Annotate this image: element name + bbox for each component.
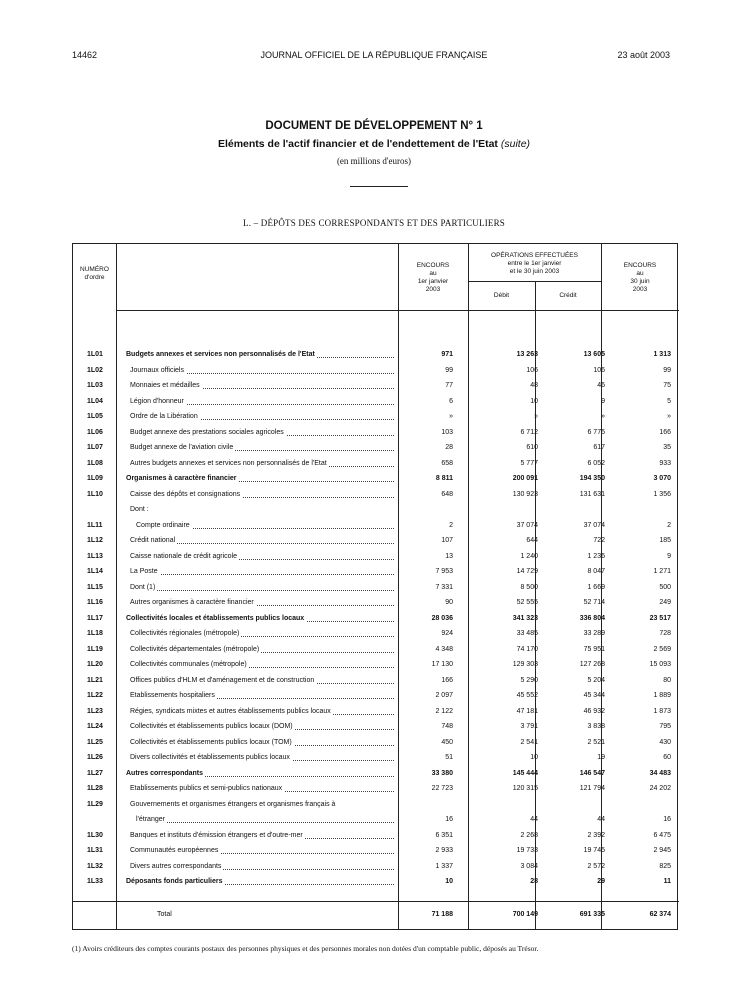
debit-cell: » xyxy=(534,413,538,420)
row-label-text: Régies, syndicats mixtes et autres établissements publics locaux xyxy=(130,707,331,715)
row-label-text: Budget annexe des prestations sociales agricoles xyxy=(130,428,284,436)
header-numero: NUMÉRO d'ordre xyxy=(80,266,109,281)
total-credit: 691 335 xyxy=(579,911,605,918)
encours-debut-cell: 77 xyxy=(445,382,453,389)
row-label xyxy=(130,458,396,470)
row-code: 1L09 xyxy=(87,475,103,482)
issue-date: 23 août 2003 xyxy=(617,50,670,60)
encours-fin-cell: 6 475 xyxy=(653,831,671,839)
header-rule xyxy=(116,310,679,311)
row-label-text: Banques et instituts d'émission étrangers et d'outre-mer xyxy=(130,831,303,839)
row-label-text: La Poste xyxy=(130,568,158,575)
row-code: 1L26 xyxy=(87,754,103,761)
encours-debut-cell: 28 xyxy=(445,444,453,451)
encours-debut-cell: 17 130 xyxy=(431,661,453,668)
table-row xyxy=(73,489,679,501)
encours-debut-cell: 7 953 xyxy=(435,568,453,575)
encours-debut-cell: 648 xyxy=(441,490,453,498)
row-label xyxy=(130,737,396,749)
row-label xyxy=(130,845,396,857)
debit-cell: 45 552 xyxy=(516,692,538,699)
row-code: 1L08 xyxy=(87,459,103,467)
encours-debut-cell: 6 xyxy=(449,397,453,405)
section-heading: L. – DÉPÔTS DES CORRESPONDANTS ET DES PARTICULIERS xyxy=(243,218,505,228)
row-code: 1L16 xyxy=(87,599,103,606)
credit-cell: 44 xyxy=(597,816,605,823)
total-encours-fin: 62 374 xyxy=(649,911,671,918)
deposits-table xyxy=(72,243,678,930)
encours-debut-cell: 748 xyxy=(441,723,453,730)
table-row xyxy=(73,659,679,671)
row-code: 1L27 xyxy=(87,769,103,777)
debit-cell: 5 290 xyxy=(520,676,538,684)
encours-fin-cell: 9 xyxy=(667,552,671,560)
encours-fin-cell: 1 889 xyxy=(653,692,671,699)
table-row xyxy=(73,535,679,547)
encours-fin-cell: » xyxy=(667,413,671,420)
row-label xyxy=(130,830,396,842)
table-row xyxy=(73,721,679,733)
row-label xyxy=(130,644,396,656)
debit-cell: 5 777 xyxy=(520,459,538,467)
encours-debut-cell: 13 xyxy=(445,552,453,560)
row-label xyxy=(130,799,396,811)
row-label xyxy=(126,613,396,625)
debit-cell: 6 712 xyxy=(520,428,538,436)
credit-cell: 2 521 xyxy=(587,738,605,746)
debit-cell: 13 263 xyxy=(516,351,538,358)
row-label-text: Etablissements publics et semi-publics nationaux xyxy=(130,785,283,792)
row-label-text: Caisse des dépôts et consignations xyxy=(130,490,241,498)
journal-title: JOURNAL OFFICIEL DE LA RÉPUBLIQUE FRANÇAISE xyxy=(260,50,488,60)
encours-debut-cell: 90 xyxy=(445,599,453,606)
table-row xyxy=(73,396,679,408)
total-debit: 700 149 xyxy=(512,911,538,918)
row-label-text: Crédit national xyxy=(130,537,176,544)
debit-cell: 3 084 xyxy=(520,862,538,870)
row-label-text: Budgets annexes et services non personnalisés de l'Etat xyxy=(126,351,315,358)
debit-cell: 106 xyxy=(526,366,538,374)
credit-cell: 5 204 xyxy=(587,676,605,684)
table-row xyxy=(73,427,679,439)
row-label xyxy=(130,721,396,733)
table-row xyxy=(73,861,679,873)
encours-debut-cell: » xyxy=(449,413,453,420)
total-rule xyxy=(73,901,679,902)
row-code: 1L15 xyxy=(87,583,103,591)
row-label-text: Divers autres correspondants xyxy=(130,862,222,870)
encours-debut-cell: 4 348 xyxy=(435,645,453,653)
encours-debut-cell: 107 xyxy=(441,537,453,544)
row-label xyxy=(130,380,396,392)
row-code: 1L14 xyxy=(87,568,103,575)
debit-cell: 610 xyxy=(526,444,538,451)
row-code: 1L20 xyxy=(87,661,103,668)
row-label xyxy=(130,659,396,671)
subtitle-suffix: (suite) xyxy=(500,138,531,150)
table-row xyxy=(73,504,679,516)
row-label-text: Collectivités locales et établissements publics locaux xyxy=(126,614,305,622)
row-code: 1L23 xyxy=(87,707,103,715)
row-code: 1L04 xyxy=(87,397,103,405)
table-row xyxy=(73,768,679,780)
row-label-text: Collectivités communales (métropole) xyxy=(130,661,247,668)
footnote: (1) Avoirs créditeurs des comptes courants postaux des personnes physiques et des personnes morales non dotées d'un comptable public, déposés au Trésor. xyxy=(72,944,539,953)
debit-cell: 10 xyxy=(530,754,538,761)
encours-fin-cell: 249 xyxy=(659,599,671,606)
row-label xyxy=(130,489,396,501)
table-row xyxy=(73,737,679,749)
row-label-text: Communautés européennes xyxy=(130,847,219,854)
table-row xyxy=(73,830,679,842)
row-label-text: Autres correspondants xyxy=(126,769,204,777)
table-row xyxy=(73,349,679,361)
subtitle-text: Eléments de l'actif financier et de l'endettement de l'Etat xyxy=(217,138,498,150)
credit-cell: 3 838 xyxy=(587,723,605,730)
table-row xyxy=(73,814,679,826)
credit-cell: 722 xyxy=(593,537,605,544)
encours-debut-cell: 7 331 xyxy=(435,583,453,591)
row-code: 1L32 xyxy=(87,862,103,870)
encours-fin-cell: 728 xyxy=(659,630,671,637)
credit-cell: 6 052 xyxy=(587,459,605,467)
table-row xyxy=(73,473,679,485)
table-row xyxy=(73,799,679,811)
row-label-text: Autres budgets annexes et services non personnalisés de l'Etat xyxy=(130,459,327,467)
encours-debut-cell: 33 380 xyxy=(431,769,453,777)
credit-cell: 6 775 xyxy=(587,428,605,436)
credit-cell: 617 xyxy=(593,444,605,451)
encours-fin-cell: 34 483 xyxy=(649,769,671,777)
debit-cell: 2 541 xyxy=(520,738,538,746)
row-code: 1L28 xyxy=(87,785,103,792)
encours-debut-cell: 971 xyxy=(441,351,453,358)
credit-cell: » xyxy=(601,413,605,420)
row-label xyxy=(130,551,396,563)
row-label-text: Compte ordinaire xyxy=(136,521,190,529)
row-label xyxy=(126,768,396,780)
credit-cell: 19 745 xyxy=(583,847,605,854)
row-label-text: Organismes à caractère financier xyxy=(126,475,237,482)
total-encours-debut: 71 188 xyxy=(431,911,453,918)
debit-cell: 1 240 xyxy=(520,552,538,560)
row-code: 1L05 xyxy=(87,413,103,420)
row-label xyxy=(130,504,396,516)
debit-cell: 47 181 xyxy=(516,707,538,715)
row-label xyxy=(130,396,396,408)
encours-fin-cell: 795 xyxy=(659,723,671,730)
row-label xyxy=(130,706,396,718)
encours-fin-cell: 2 569 xyxy=(653,645,671,653)
credit-cell: 29 xyxy=(597,878,605,885)
row-code: 1L29 xyxy=(87,800,103,808)
debit-cell: 200 091 xyxy=(512,475,538,482)
row-label xyxy=(130,675,396,687)
encours-debut-cell: 2 933 xyxy=(435,847,453,854)
encours-fin-cell: 5 xyxy=(667,397,671,405)
encours-debut-cell: 2 097 xyxy=(435,692,453,699)
encours-debut-cell: 22 723 xyxy=(431,785,453,792)
row-code: 1L30 xyxy=(87,831,103,839)
encours-fin-cell: 35 xyxy=(663,444,671,451)
row-label-text: Monnaies et médailles xyxy=(130,382,200,389)
row-code: 1L06 xyxy=(87,428,103,436)
row-label xyxy=(130,566,396,578)
encours-fin-cell: 1 271 xyxy=(653,568,671,575)
credit-cell: 2 392 xyxy=(587,831,605,839)
encours-fin-cell: 75 xyxy=(663,382,671,389)
debit-cell: 130 923 xyxy=(512,490,538,498)
debit-cell: 2 268 xyxy=(520,831,538,839)
debit-cell: 341 323 xyxy=(512,614,538,622)
row-code: 1L13 xyxy=(87,552,103,560)
encours-debut-cell: 2 xyxy=(449,521,453,529)
encours-debut-cell: 10 xyxy=(445,878,453,885)
units-note: (en millions d'euros) xyxy=(336,156,412,166)
row-label-text: Etablissements hospitaliers xyxy=(130,692,215,699)
table-row xyxy=(73,458,679,470)
row-label xyxy=(136,520,396,532)
row-label xyxy=(130,411,396,423)
encours-fin-cell: 16 xyxy=(663,816,671,823)
row-label-text: Collectivités régionales (métropole) xyxy=(130,630,240,637)
row-code: 1L25 xyxy=(87,738,103,746)
table-row xyxy=(73,675,679,687)
encours-fin-cell: 11 xyxy=(663,878,671,885)
row-label xyxy=(130,582,396,594)
table-row xyxy=(73,706,679,718)
encours-fin-cell: 933 xyxy=(659,459,671,467)
row-label-text: Journaux officiels xyxy=(130,366,184,374)
encours-debut-cell: 166 xyxy=(441,676,453,684)
encours-debut-cell: 1 337 xyxy=(435,862,453,870)
row-label xyxy=(130,427,396,439)
row-code: 1L18 xyxy=(87,630,103,637)
debit-cell: 129 303 xyxy=(512,661,538,668)
encours-fin-cell: 2 xyxy=(667,521,671,529)
header-encours-debut: ENCOURS au 1er janvier 2003 xyxy=(416,262,450,293)
credit-cell: 121 794 xyxy=(579,785,605,792)
credit-cell: 127 268 xyxy=(579,661,605,668)
table-row xyxy=(73,520,679,532)
row-label-text: Divers collectivités et établissements publics locaux xyxy=(130,754,290,761)
encours-debut-cell: 99 xyxy=(445,366,453,374)
row-code: 1L19 xyxy=(87,645,103,653)
encours-debut-cell: 28 036 xyxy=(431,614,453,622)
encours-debut-cell: 450 xyxy=(441,738,453,746)
encours-fin-cell: 24 202 xyxy=(649,785,671,792)
encours-debut-cell: 16 xyxy=(445,816,453,823)
row-label xyxy=(130,783,396,795)
credit-cell: 13 605 xyxy=(583,351,605,358)
header-debit: Débit xyxy=(493,292,510,299)
debit-cell: 33 485 xyxy=(516,630,538,637)
debit-cell: 8 500 xyxy=(520,583,538,591)
table-row xyxy=(73,845,679,857)
table-row xyxy=(73,566,679,578)
row-label-text: Caisse nationale de crédit agricole xyxy=(130,552,238,560)
row-code: 1L33 xyxy=(87,878,103,885)
row-label-text: l'étranger xyxy=(136,816,165,823)
table-row xyxy=(73,628,679,640)
credit-cell: 106 xyxy=(593,366,605,374)
encours-fin-cell: 166 xyxy=(659,428,671,436)
table-row xyxy=(73,644,679,656)
row-label-text: Dont : xyxy=(130,506,149,513)
header-credit: Crédit xyxy=(559,292,577,299)
table-row xyxy=(73,582,679,594)
credit-cell: 8 047 xyxy=(587,568,605,575)
row-label-text: Dont (1) xyxy=(130,583,156,591)
row-label-text: Ordre de la Libération xyxy=(130,413,198,420)
table-row xyxy=(73,597,679,609)
row-code: 1L31 xyxy=(87,847,103,854)
row-label-text: Collectivités et établissements publics locaux (TOM) xyxy=(130,738,292,746)
row-label-text: Collectivités départementales (métropole) xyxy=(130,645,260,653)
credit-cell: 146 547 xyxy=(579,769,605,777)
row-label-text: Budget annexe de l'aviation civile xyxy=(130,444,234,451)
credit-cell: 37 074 xyxy=(583,521,605,529)
credit-cell: 336 804 xyxy=(579,614,605,622)
row-label-text: Autres organismes à caractère financier xyxy=(130,599,254,606)
title-rule xyxy=(350,186,408,187)
encours-debut-cell: 658 xyxy=(441,459,453,467)
table-row xyxy=(73,380,679,392)
encours-fin-cell: 1 873 xyxy=(653,707,671,715)
row-code: 1L22 xyxy=(87,692,103,699)
encours-fin-cell: 23 517 xyxy=(649,614,671,622)
row-label xyxy=(130,690,396,702)
credit-cell: 194 350 xyxy=(579,475,605,482)
encours-fin-cell: 185 xyxy=(659,537,671,544)
encours-fin-cell: 430 xyxy=(659,738,671,746)
encours-debut-cell: 8 811 xyxy=(435,475,453,482)
encours-fin-cell: 2 945 xyxy=(653,847,671,854)
row-label xyxy=(126,876,396,888)
credit-cell: 46 xyxy=(597,382,605,389)
row-code: 1L03 xyxy=(87,382,103,389)
document-title: DOCUMENT DE DÉVELOPPEMENT N° 1 xyxy=(265,120,483,132)
row-label xyxy=(130,628,396,640)
credit-cell: 46 932 xyxy=(583,707,605,715)
header-operations: OPÉRATIONS EFFECTUÉES entre le 1er janvier et le 30 juin 2003 xyxy=(491,252,578,275)
credit-cell: 33 289 xyxy=(583,630,605,637)
total-label: Total xyxy=(157,911,172,918)
row-label xyxy=(130,752,396,764)
encours-fin-cell: 80 xyxy=(663,676,671,684)
debit-cell: 48 xyxy=(530,382,538,389)
row-code: 1L02 xyxy=(87,366,103,374)
row-label xyxy=(130,442,396,454)
debit-cell: 74 170 xyxy=(516,645,538,653)
credit-cell: 2 572 xyxy=(587,862,605,870)
encours-fin-cell: 99 xyxy=(663,366,671,374)
encours-fin-cell: 1 313 xyxy=(653,351,671,358)
row-label xyxy=(126,473,396,485)
row-label xyxy=(136,814,396,826)
table-row xyxy=(73,365,679,377)
encours-debut-cell: 6 351 xyxy=(435,831,453,839)
row-code: 1L01 xyxy=(87,351,103,358)
debit-cell: 44 xyxy=(530,816,538,823)
encours-debut-cell: 103 xyxy=(441,428,453,436)
row-code: 1L11 xyxy=(87,521,103,529)
debit-cell: 3 791 xyxy=(520,723,538,730)
table-row xyxy=(73,551,679,563)
encours-debut-cell: 2 122 xyxy=(435,707,453,715)
encours-fin-cell: 15 093 xyxy=(649,661,671,668)
credit-cell: 52 714 xyxy=(583,599,605,606)
row-code: 1L12 xyxy=(87,537,103,544)
row-code: 1L17 xyxy=(87,614,103,622)
debit-cell: 37 074 xyxy=(516,521,538,529)
total-row xyxy=(73,909,679,921)
row-label-text: Offices publics d'HLM et d'aménagement et de construction xyxy=(130,676,315,684)
row-code: 1L24 xyxy=(87,723,103,730)
debit-cell: 10 xyxy=(530,397,538,405)
row-code: 1L10 xyxy=(87,490,103,498)
table-row xyxy=(73,442,679,454)
table-row xyxy=(73,411,679,423)
debit-cell: 19 733 xyxy=(516,847,538,854)
row-label-text: Légion d'honneur xyxy=(130,397,184,405)
encours-fin-cell: 3 070 xyxy=(653,475,671,482)
credit-cell: 1 236 xyxy=(587,552,605,560)
table-row xyxy=(73,783,679,795)
encours-debut-cell: 51 xyxy=(445,754,453,761)
encours-fin-cell: 825 xyxy=(659,862,671,870)
credit-cell: 131 631 xyxy=(579,490,605,498)
credit-cell: 9 xyxy=(601,397,605,405)
table-row xyxy=(73,876,679,888)
table-row xyxy=(73,690,679,702)
debit-cell: 14 729 xyxy=(516,568,538,575)
debit-cell: 145 444 xyxy=(512,769,538,777)
document-subtitle xyxy=(0,138,748,150)
table-row xyxy=(73,613,679,625)
page-number: 14462 xyxy=(72,50,98,60)
credit-cell: 75 951 xyxy=(583,645,605,653)
header-subrule xyxy=(468,281,601,282)
table-row xyxy=(73,752,679,764)
encours-debut-cell: 924 xyxy=(441,630,453,637)
debit-cell: 120 315 xyxy=(512,785,538,792)
row-label-text: Collectivités et établissements publics locaux (DOM) xyxy=(130,723,293,730)
debit-cell: 28 xyxy=(530,878,538,885)
debit-cell: 644 xyxy=(526,537,538,544)
row-label xyxy=(130,365,396,377)
encours-fin-cell: 500 xyxy=(659,583,671,591)
row-label xyxy=(130,597,396,609)
row-code: 1L21 xyxy=(87,676,103,684)
credit-cell: 19 xyxy=(597,754,605,761)
header-encours-fin: ENCOURS au 30 juin 2003 xyxy=(623,262,657,293)
debit-cell: 52 555 xyxy=(516,599,538,606)
row-label xyxy=(130,861,396,873)
row-label-text: Gouvernements et organismes étrangers et organismes français à xyxy=(130,800,336,808)
row-label-text: Déposants fonds particuliers xyxy=(126,878,223,885)
encours-fin-cell: 1 356 xyxy=(653,490,671,498)
encours-fin-cell: 60 xyxy=(663,754,671,761)
row-code: 1L07 xyxy=(87,444,103,451)
credit-cell: 45 344 xyxy=(583,692,605,699)
row-label xyxy=(126,349,396,361)
row-label xyxy=(130,535,396,547)
credit-cell: 1 669 xyxy=(587,583,605,591)
